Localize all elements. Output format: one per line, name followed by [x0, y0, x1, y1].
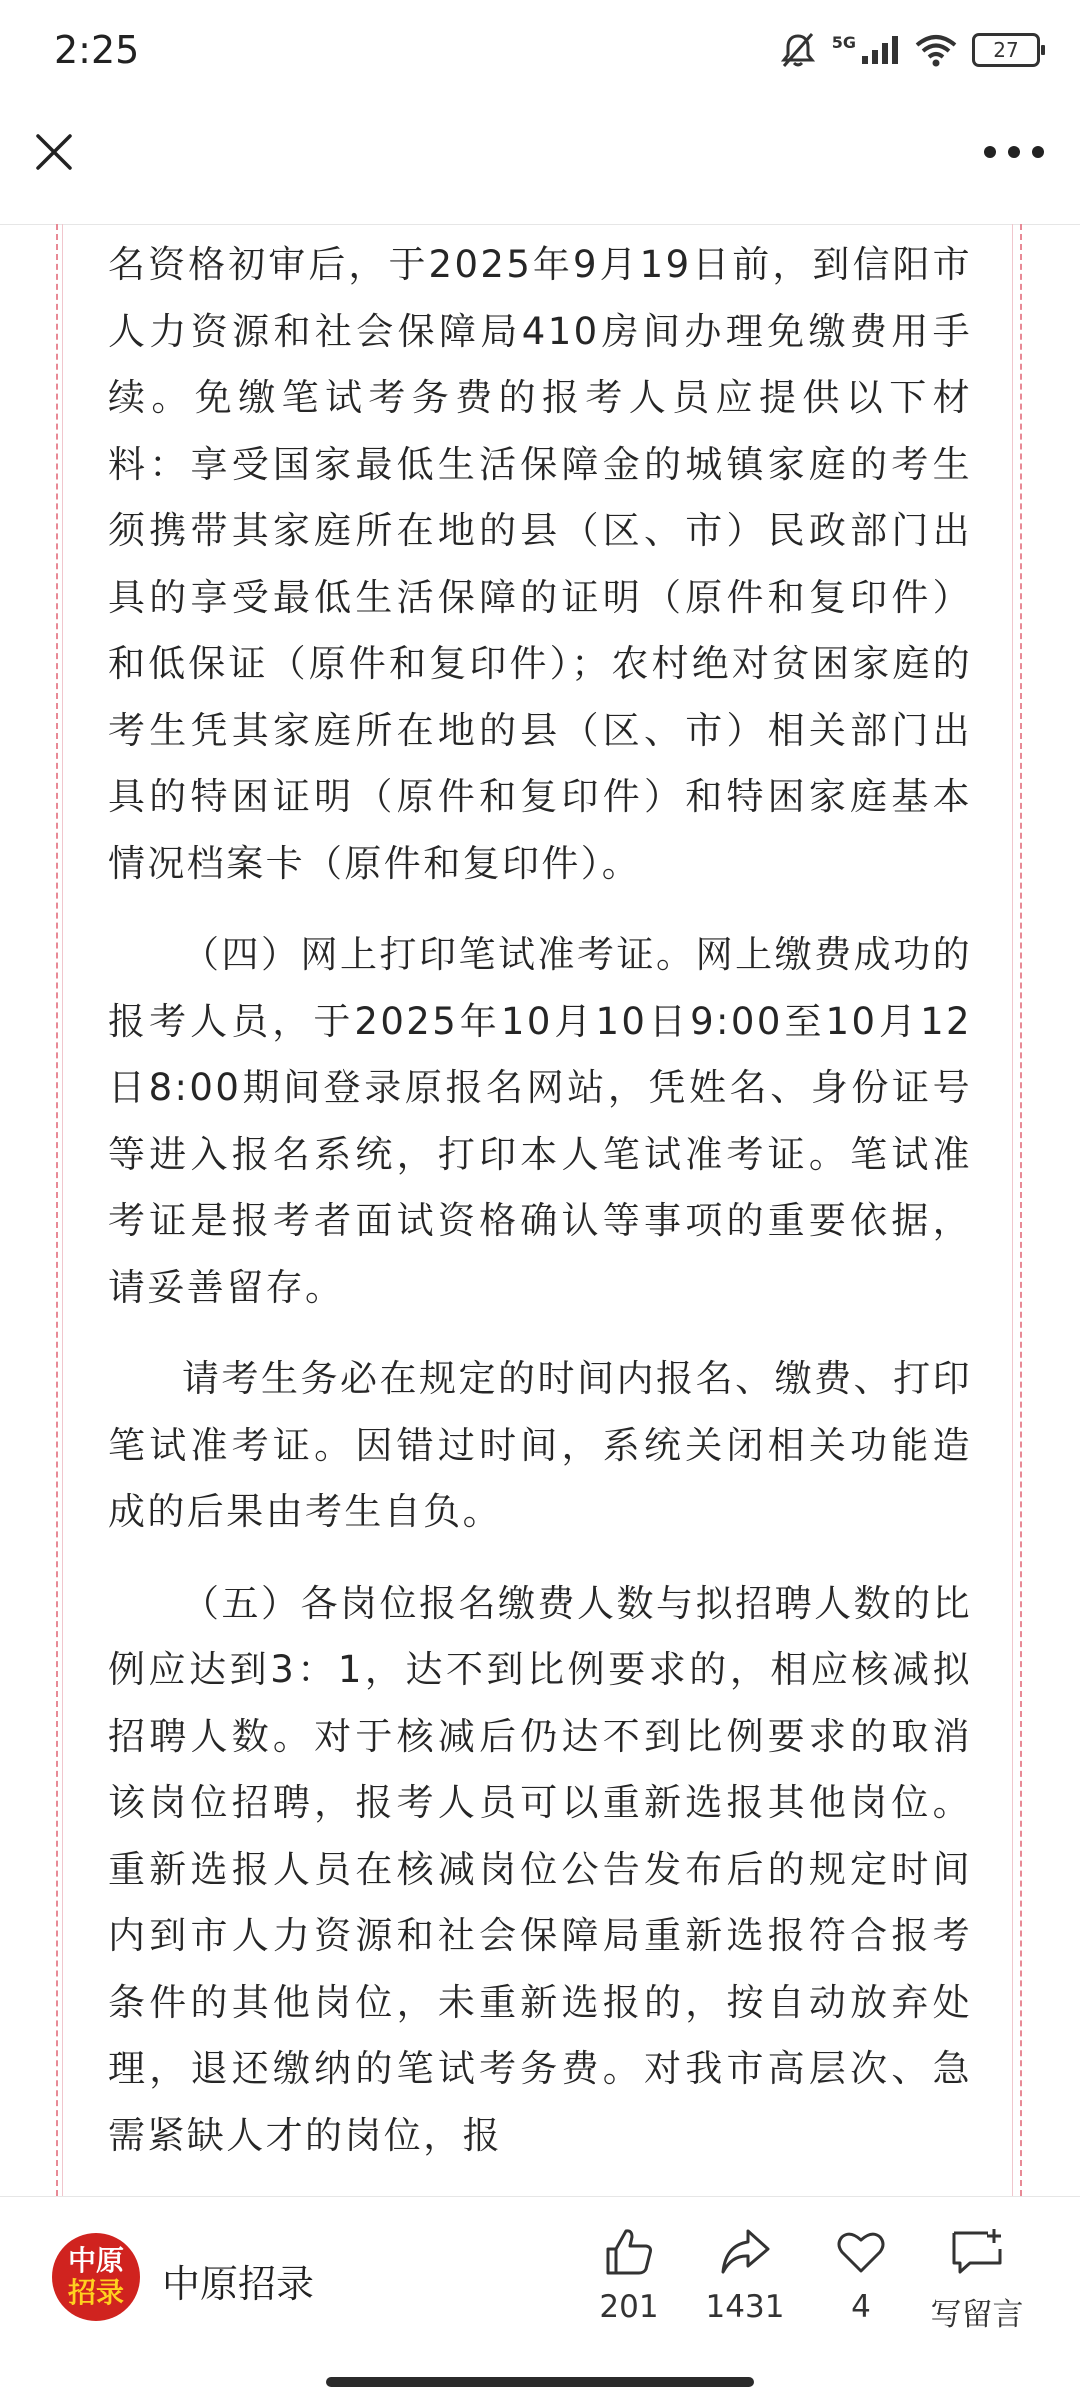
article-paragraph: 名资格初审后，于2025年9月19日前，到信阳市人力资源和社会保障局410房间办理免缴费用手续。免缴笔试考务费的报考人员应提供以下材料：享受国家最低生活保障金的城镇家庭的考生须携带其家庭所在地的县（区、市）民政部门出具的享受最低生活保障的证明（原件和复印件）和低保证（原件和复印件）；农村绝对贫困家庭的考生凭其家庭所在地的县（区、市）相关部门出具的特困证明（原件和复印件）和特困家庭基本情况档案卡（原件和复印件）。: [108, 243, 972, 885]
border-decoration-left-inner: [62, 224, 63, 2196]
thumbs-up-icon: [602, 2225, 656, 2279]
close-button[interactable]: [30, 128, 78, 176]
status-bar: [0, 0, 1080, 100]
comment-label: 写留言: [930, 2297, 1024, 2333]
heart-icon: [834, 2225, 888, 2279]
comment-add-icon: [948, 2225, 1006, 2279]
network-label: 5G: [831, 32, 856, 52]
share-button[interactable]: [690, 2225, 800, 2325]
more-icon-dot: [1008, 146, 1020, 158]
account-avatar[interactable]: [52, 2233, 140, 2321]
account-name[interactable]: 中原招录: [162, 2262, 315, 2306]
article-paragraph: 请考生务必在规定的时间内报名、缴费、打印笔试准考证。因错过时间，系统关闭相关功能造成的后果由考生自负。: [108, 1357, 972, 1533]
article-body[interactable]: [0, 224, 1080, 2196]
share-count: 1431: [705, 2289, 785, 2325]
share-icon: [718, 2225, 772, 2279]
bottom-bar: [0, 2196, 1080, 2401]
avatar-char: 招: [67, 2276, 96, 2309]
status-icons: [778, 30, 1040, 70]
comment-button[interactable]: [922, 2225, 1032, 2334]
border-decoration-left: [56, 224, 58, 2196]
favorite-button[interactable]: [806, 2225, 916, 2325]
more-icon-dot: [984, 146, 996, 158]
close-icon: [30, 128, 78, 176]
battery-icon: 27: [972, 33, 1040, 67]
avatar-char: 录: [96, 2276, 125, 2309]
wifi-icon: [914, 33, 958, 67]
favorite-count: 4: [851, 2289, 871, 2325]
top-bar: [0, 100, 1080, 225]
avatar-char: 原: [96, 2244, 125, 2277]
signal-icon: [860, 34, 900, 66]
avatar-char: 中: [67, 2244, 96, 2277]
article-paragraph: （四）网上打印笔试准考证。网上缴费成功的报考人员，于2025年10月10日9:00至10月12日8:00期间登录原报名网站，凭姓名、身份证号等进入报名系统，打印本人笔试准考证。笔试准考证是报考者面试资格确认等事项的重要依据，请妥善留存。: [108, 933, 972, 1309]
bell-muted-icon: [778, 30, 818, 70]
more-icon-dot: [1032, 146, 1044, 158]
like-button[interactable]: [574, 2225, 684, 2325]
status-time: 2:25: [54, 28, 140, 72]
home-indicator[interactable]: [326, 2377, 754, 2387]
border-decoration-right-inner: [1012, 224, 1013, 2196]
border-decoration-right: [1020, 224, 1022, 2196]
more-button[interactable]: [984, 140, 1044, 164]
article-paragraph: （五）各岗位报名缴费人数与拟招聘人数的比例应达到3：1，达不到比例要求的，相应核减拟招聘人数。对于核减后仍达不到比例要求的取消该岗位招聘，报考人员可以重新选报其他岗位。重新选报人员在核减岗位公告发布后的规定时间内到市人力资源和社会保障局重新选报符合报考条件的其他岗位，未重新选报的，按自动放弃处理，退还缴纳的笔试考务费。对我市高层次、急需紧缺人才的岗位，报: [108, 1581, 972, 2157]
like-count: 201: [599, 2289, 659, 2325]
article-content: [108, 232, 972, 2194]
